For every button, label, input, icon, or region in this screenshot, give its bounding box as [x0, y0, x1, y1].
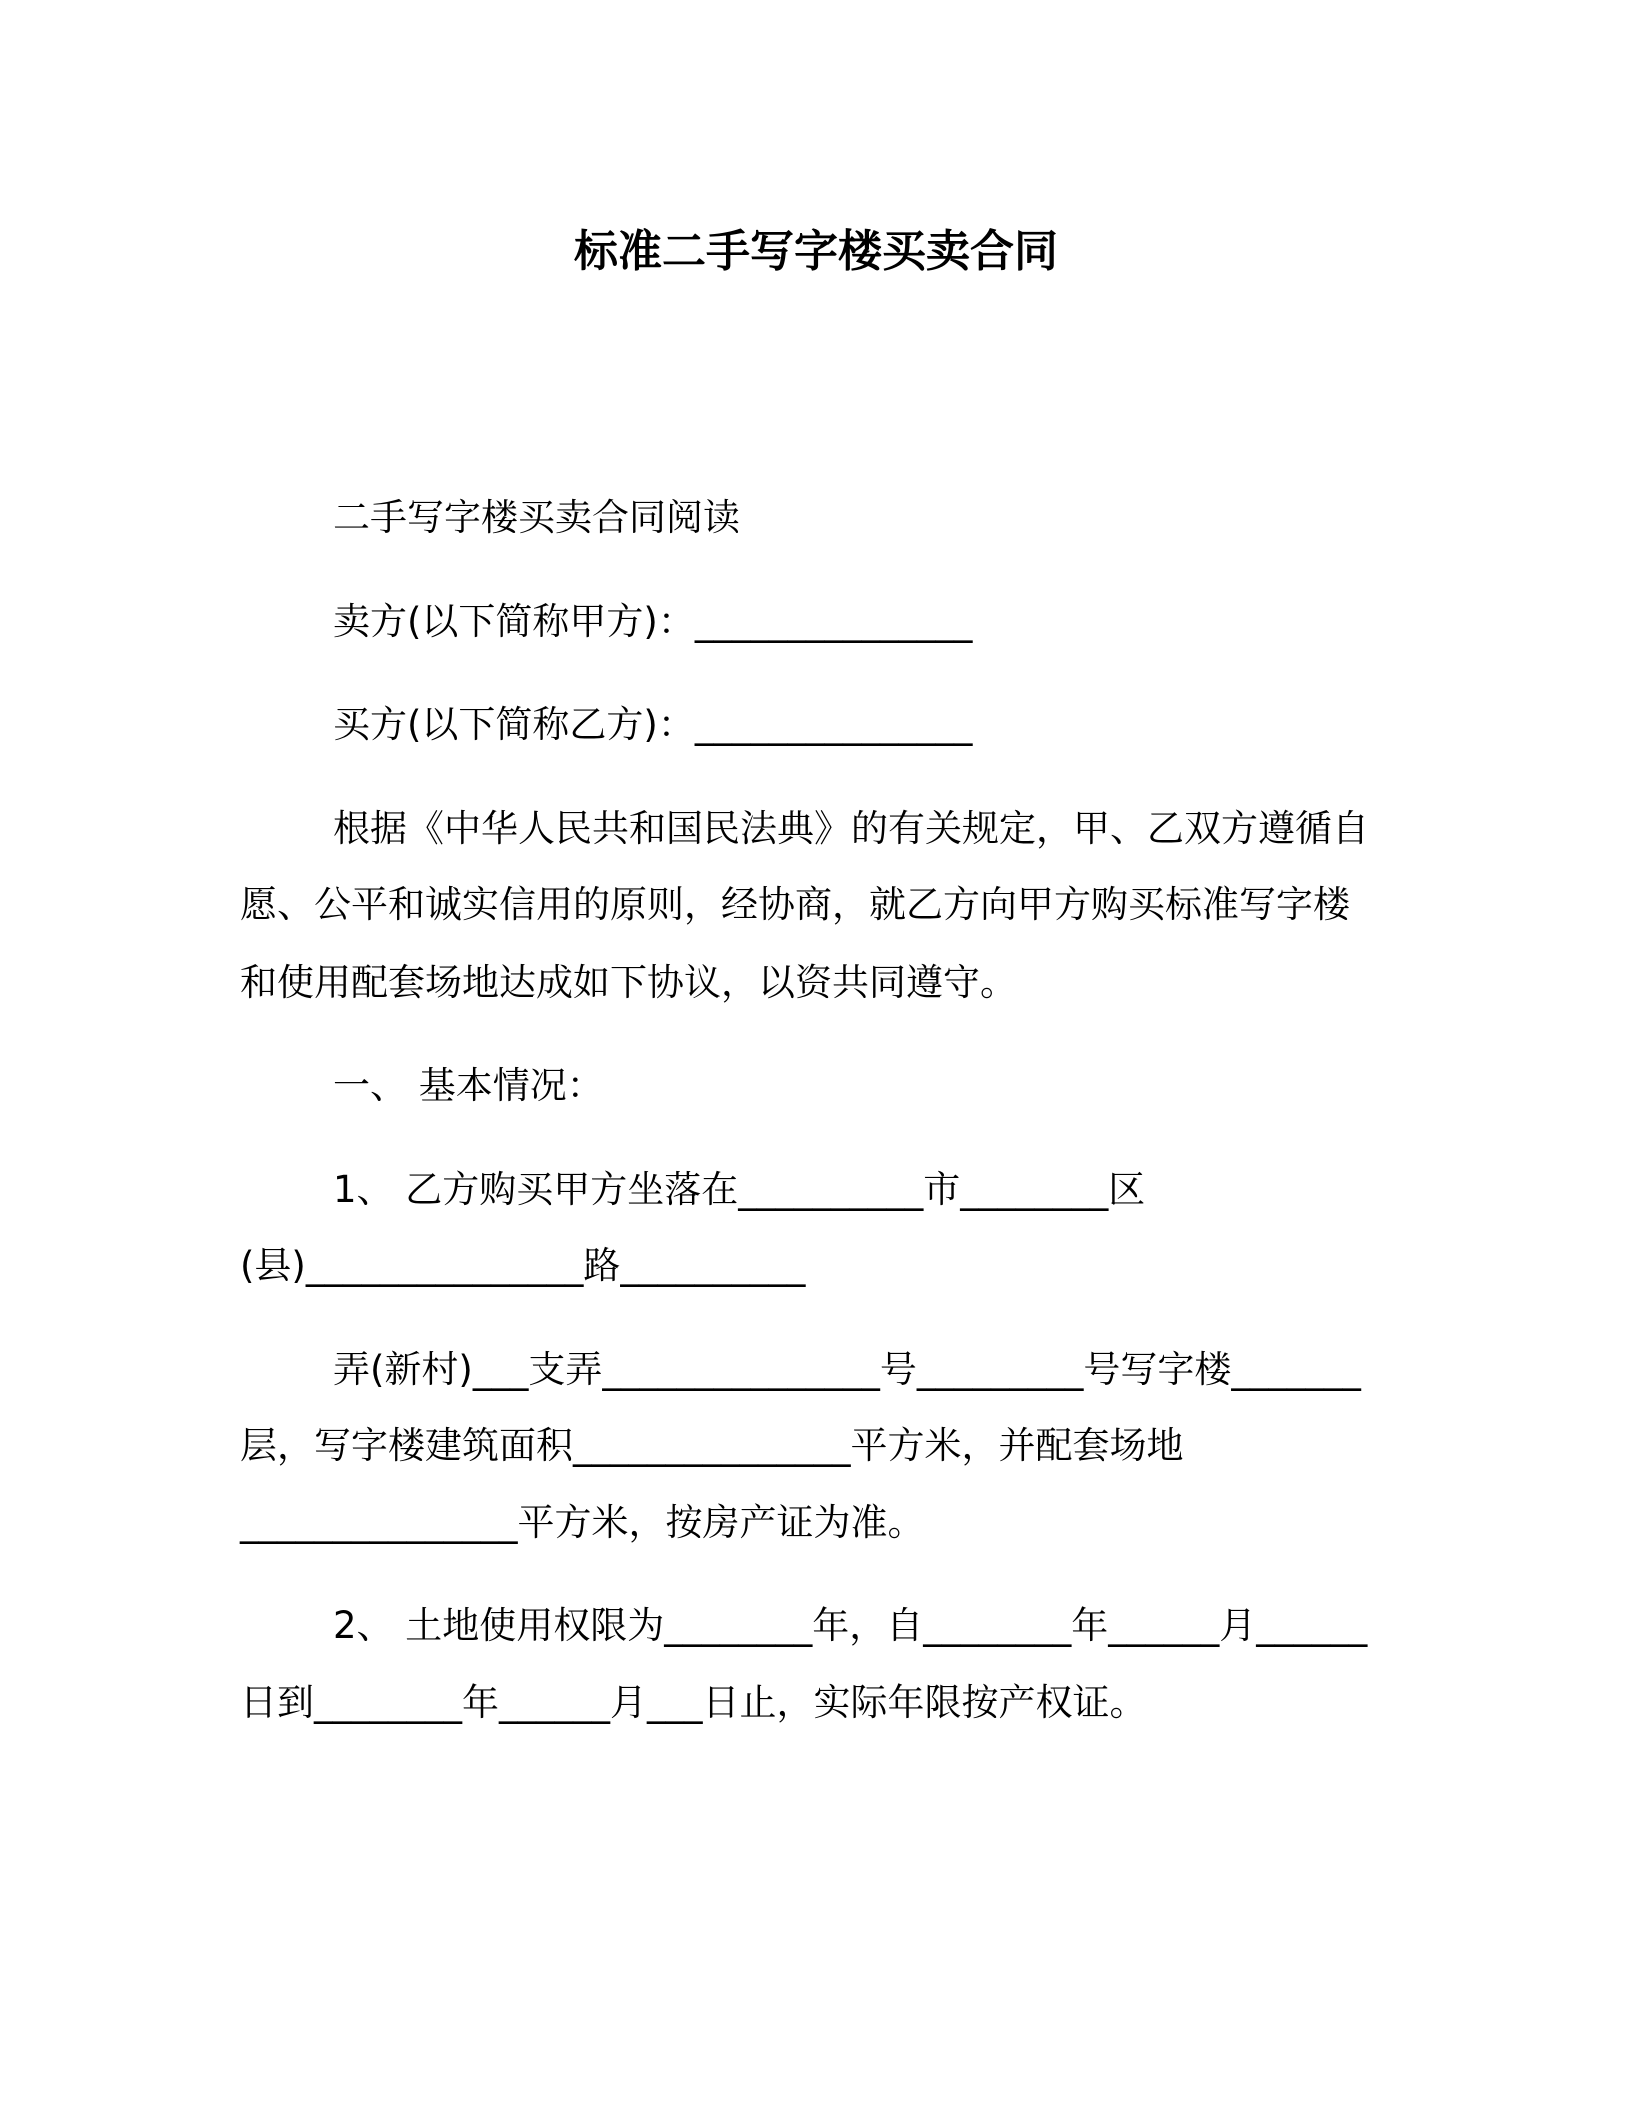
preamble-line-1: 根据《中华人民共和国民法典》的有关规定，甲、乙双方遵循自 [333, 807, 1369, 850]
clause-1-line-4: 层，写字楼建筑面积_______________平方米，并配套场地 [240, 1424, 1184, 1467]
clause-1-line-1: 1、 乙方购买甲方坐落在__________市________区 [333, 1168, 1146, 1211]
preamble-line-3: 和使用配套场地达成如下协议，以资共同遵守。 [240, 961, 1017, 1004]
clause-1-line-5: _______________平方米，按房产证为准。 [240, 1501, 925, 1544]
clause-2-line-1: 2、 土地使用权限为________年，自________年______月______ [333, 1604, 1368, 1647]
preamble-line-2: 愿、公平和诚实信用的原则，经协商，就乙方向甲方购买标准写字楼 [240, 883, 1350, 926]
seller-line: 卖方(以下简称甲方)：_______________ [333, 600, 973, 643]
document-subtitle: 二手写字楼买卖合同阅读 [333, 496, 740, 539]
document-title: 标准二手写字楼买卖合同 [574, 226, 1058, 277]
section-1-heading: 一、 基本情况： [333, 1064, 604, 1107]
clause-1-line-3: 弄(新村)___支弄_______________号_________号写字楼_______ [333, 1348, 1361, 1391]
buyer-line: 买方(以下简称乙方)：_______________ [333, 703, 973, 746]
clause-2-line-2: 日到________年______月___日止，实际年限按产权证。 [240, 1681, 1147, 1724]
clause-1-line-2: (县)_______________路__________ [240, 1244, 806, 1287]
